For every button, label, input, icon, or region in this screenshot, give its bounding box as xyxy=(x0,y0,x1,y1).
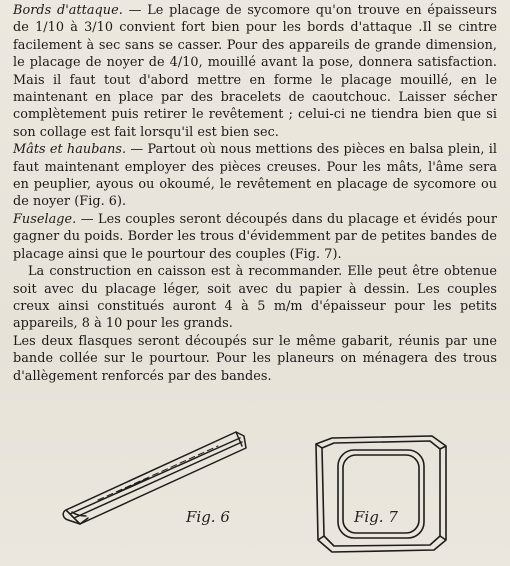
section-heading: Mâts et haubans. xyxy=(13,142,127,158)
section-heading: Fuselage. xyxy=(13,211,77,227)
paragraph-flasques xyxy=(13,333,497,385)
paragraph-bords-attaque xyxy=(13,2,497,141)
paragraph-body: Les deux flasques seront découpés sur le même gabarit, réunis par une bande collée sur le pourtour. Pour les planeurs on ménagera des trous d'allègement renforcés par des bandes. xyxy=(13,333,497,384)
figure-7-frame-drawing xyxy=(308,428,458,558)
frame-illustration xyxy=(308,428,458,558)
paragraph-fuselage xyxy=(13,211,497,263)
paragraph-construction xyxy=(13,263,497,333)
paragraph-body: — Les couples seront découpés dans du placage et évidés pour gagner du poids. Border les trous d'évidemment par de petites bandes de placage ainsi que le pourtour des couples (Fig. 7). xyxy=(13,211,497,262)
paragraph-body: La construction en caisson est à recommander. Elle peut être obtenue soit avec du placage léger, soit avec du papier à dessin. Les couples creux ainsi constitués auront 4 à 5 m/m d'épaisseur pour les petits appareils, 8 à 10 pour les grands. xyxy=(13,264,497,332)
paragraph-body: — Partout où nous mettions des pièces en balsa plein, il faut maintenant employer des pièces creuses. Pour les mâts, l'âme sera en peuplier, ayous ou okoumé, le revêtement en placage de sycomore ou de noyer (Fig. 6). xyxy=(13,142,497,210)
article-text xyxy=(13,2,497,385)
figure-6-caption: Fig. 6 xyxy=(186,508,230,526)
paragraph-body: — Le placage de sycomore qu'on trouve en épaisseurs de 1/10 à 3/10 convient fort bien pour les bords d'attaque .Il se cintre facilement à sec sans se casser. Pour des appareils de grande dimension, le placage de noyer de 4/10, mouillé avant la pose, donnera satisfaction. Mais il faut tout d'abord mettre en forme le placage mouillé, en le maintenant en place par des bracelets de caoutchouc. Laisser sécher complètement puis retirer le revêtement ; celui-ci ne tiendra bien que si son collage est fait lorsqu'il est bien sec. xyxy=(13,3,497,140)
figure-7-caption: Fig. 7 xyxy=(354,508,398,526)
section-heading: Bords d'attaque. xyxy=(13,3,123,18)
paragraph-mats-haubans xyxy=(13,141,497,211)
